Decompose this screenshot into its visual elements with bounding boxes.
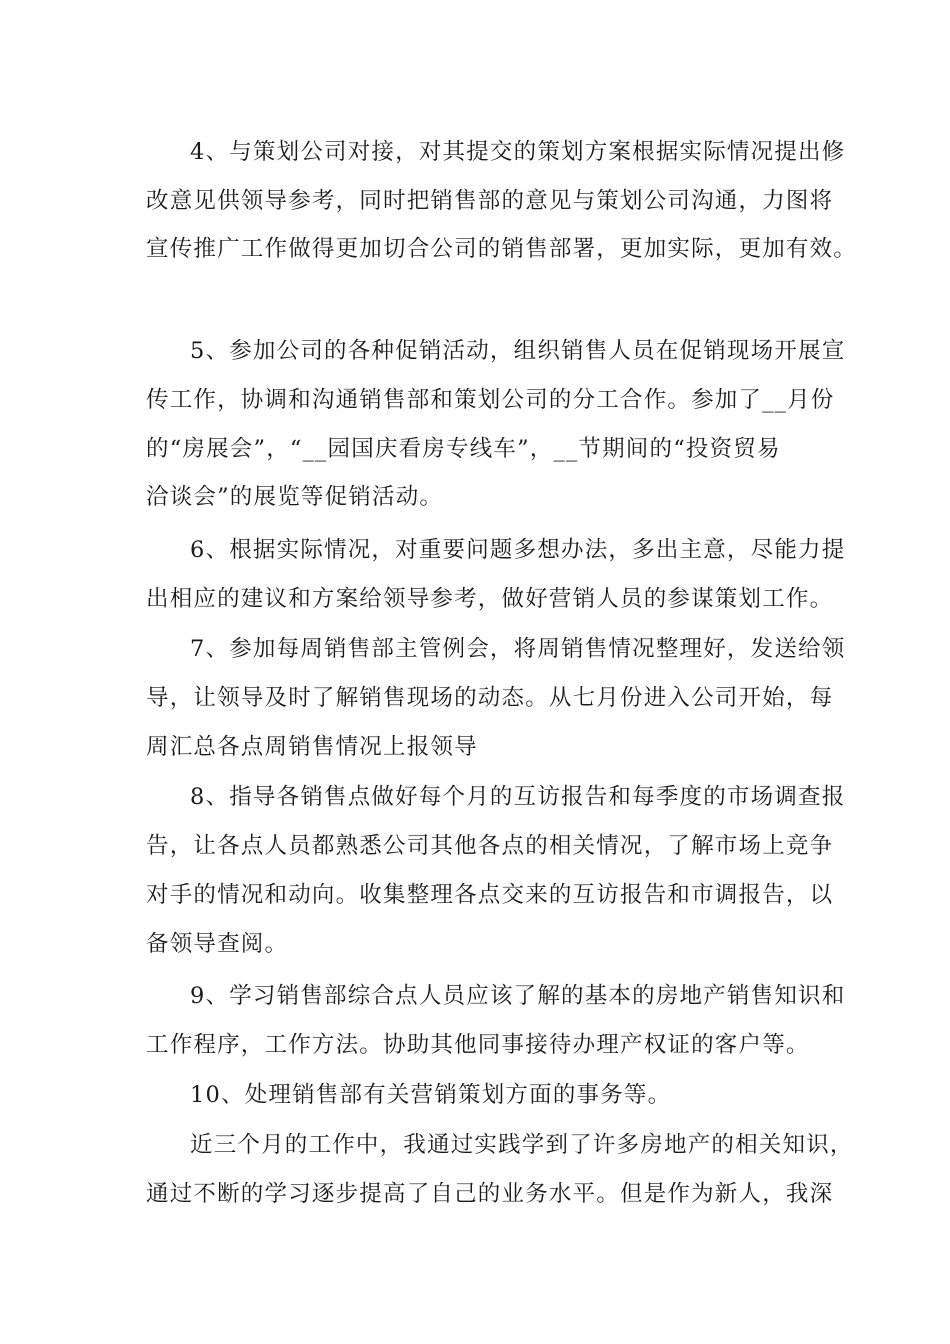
paragraph-4-line-3: 宣传推广工作做得更加切合公司的销售部署，更加实际，更加有效。 xyxy=(146,236,858,262)
paragraph-7-line-3: 周汇总各点周销售情况上报领导 xyxy=(146,734,478,760)
paragraph-4-line-1: 4、与策划公司对接，对其提交的策划方案根据实际情况提出修 xyxy=(190,139,846,165)
paragraph-9-line-2: 工作程序，工作方法。协助其他同事接待办理产权证的客户等。 xyxy=(146,1032,810,1058)
paragraph-7-line-2: 导，让领导及时了解销售现场的动态。从七月份进入公司开始，每 xyxy=(146,685,834,711)
summary-line-1: 近三个月的工作中，我通过实践学到了许多房地产的相关知识， xyxy=(190,1132,854,1158)
paragraph-6-line-1: 6、根据实际情况，对重要问题多想办法，多出主意，尽能力提 xyxy=(190,537,846,563)
paragraph-5-line-1: 5、参加公司的各种促销活动，组织销售人员在促销现场开展宣 xyxy=(190,338,846,364)
paragraph-8-line-2: 告，让各点人员都熟悉公司其他各点的相关情况，了解市场上竞争 xyxy=(146,833,834,859)
paragraph-5-line-2: 传工作，协调和沟通销售部和策划公司的分工合作。参加了__月份 xyxy=(146,387,835,413)
paragraph-8-line-3: 对手的情况和动向。收集整理各点交来的互访报告和市调报告，以 xyxy=(146,882,834,908)
paragraph-9-line-1: 9、学习销售部综合点人员应该了解的基本的房地产销售知识和 xyxy=(190,983,846,1009)
paragraph-8-line-4: 备领导查阅。 xyxy=(146,931,289,957)
paragraph-7-line-1: 7、参加每周销售部主管例会，将周销售情况整理好，发送给领 xyxy=(190,636,846,662)
paragraph-8-line-1: 8、指导各销售点做好每个月的互访报告和每季度的市场调查报 xyxy=(190,784,846,810)
paragraph-4-line-2: 改意见供领导参考，同时把销售部的意见与策划公司沟通，力图将 xyxy=(146,188,834,214)
paragraph-10-line-1: 10、处理销售部有关营销策划方面的事务等。 xyxy=(190,1082,672,1108)
paragraph-5-line-4: 洽谈会”的展览等促销活动。 xyxy=(146,484,444,510)
paragraph-6-line-2: 出相应的建议和方案给领导参考，做好营销人员的参谋策划工作。 xyxy=(146,586,834,612)
paragraph-5-line-3: 的“房展会”，“__园国庆看房专线车”，__节期间的“投资贸易 xyxy=(146,436,781,462)
summary-line-2: 通过不断的学习逐步提高了自己的业务水平。但是作为新人，我深 xyxy=(146,1181,834,1207)
